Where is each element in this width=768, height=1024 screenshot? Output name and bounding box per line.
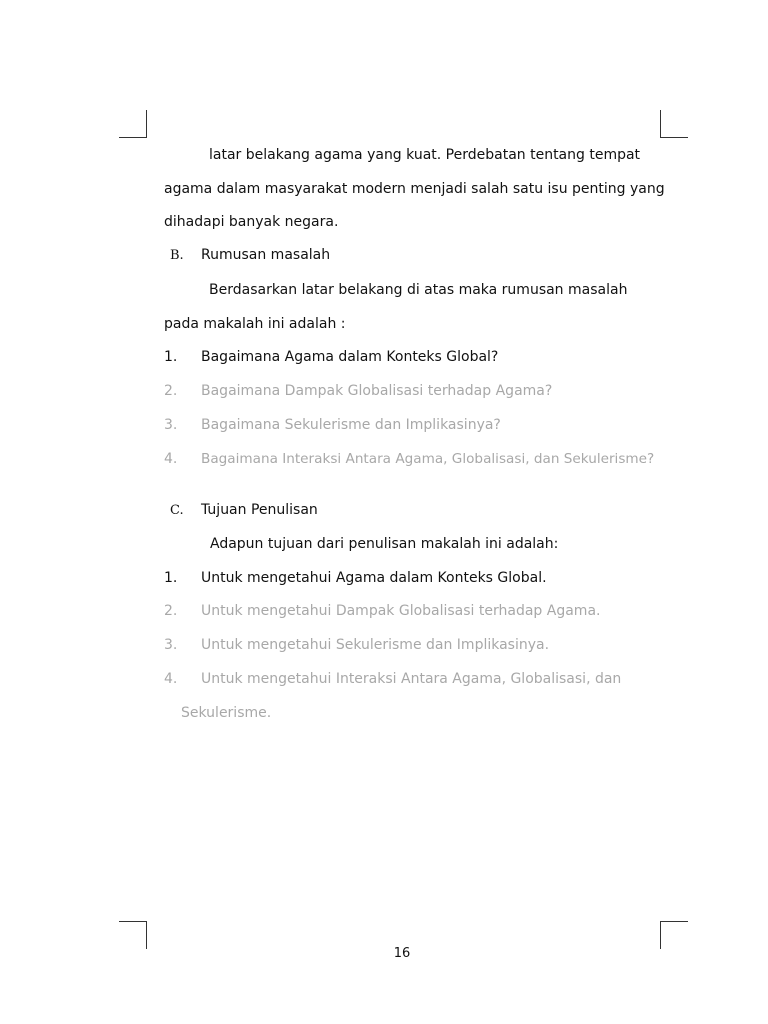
list-item: Bagaimana Dampak Globalisasi terhadap Agama? (201, 383, 553, 399)
list-item-number: 3. (164, 417, 178, 433)
list-item-number: 1. (164, 570, 178, 586)
section-b-intro: pada makalah ini adalah : (164, 316, 346, 332)
section-c-heading: Tujuan Penulisan (201, 502, 318, 518)
list-item-number: 2. (164, 603, 178, 619)
list-item-number: 2. (164, 383, 178, 399)
list-item: Untuk mengetahui Interaksi Antara Agama, Globalisasi, dan (201, 671, 622, 687)
page-number: 16 (393, 946, 411, 961)
section-b-intro: Berdasarkan latar belakang di atas maka rumusan masalah (209, 282, 628, 298)
crop-mark-top-left (119, 110, 147, 138)
crop-mark-top-right (660, 110, 688, 138)
crop-mark-bottom-right (660, 921, 688, 949)
section-c-intro: Adapun tujuan dari penulisan makalah ini adalah: (210, 536, 559, 552)
section-b-letter: B. (170, 248, 184, 263)
list-item: Untuk mengetahui Agama dalam Konteks Global. (201, 570, 547, 586)
list-item: Untuk mengetahui Sekulerisme dan Implikasinya. (201, 637, 550, 653)
paragraph-line: latar belakang agama yang kuat. Perdebatan tentang tempat (209, 147, 641, 163)
crop-mark-bottom-left (119, 921, 147, 949)
list-item: Untuk mengetahui Dampak Globalisasi terhadap Agama. (201, 603, 601, 619)
list-item-number: 3. (164, 637, 178, 653)
paragraph-line: dihadapi banyak negara. (164, 214, 339, 230)
list-item: Bagaimana Sekulerisme dan Implikasinya? (201, 417, 501, 433)
list-item-continuation: Sekulerisme. (181, 705, 272, 721)
section-b-heading: Rumusan masalah (201, 247, 331, 263)
section-c-letter: C. (170, 503, 184, 518)
list-item: Bagaimana Agama dalam Konteks Global? (201, 349, 499, 365)
list-item-number: 4. (164, 451, 178, 467)
paragraph-line: agama dalam masyarakat modern menjadi salah satu isu penting yang (164, 181, 665, 197)
list-item-number: 1. (164, 349, 178, 365)
list-item: Bagaimana Interaksi Antara Agama, Globalisasi, dan Sekulerisme? (201, 451, 655, 467)
list-item-number: 4. (164, 671, 178, 687)
